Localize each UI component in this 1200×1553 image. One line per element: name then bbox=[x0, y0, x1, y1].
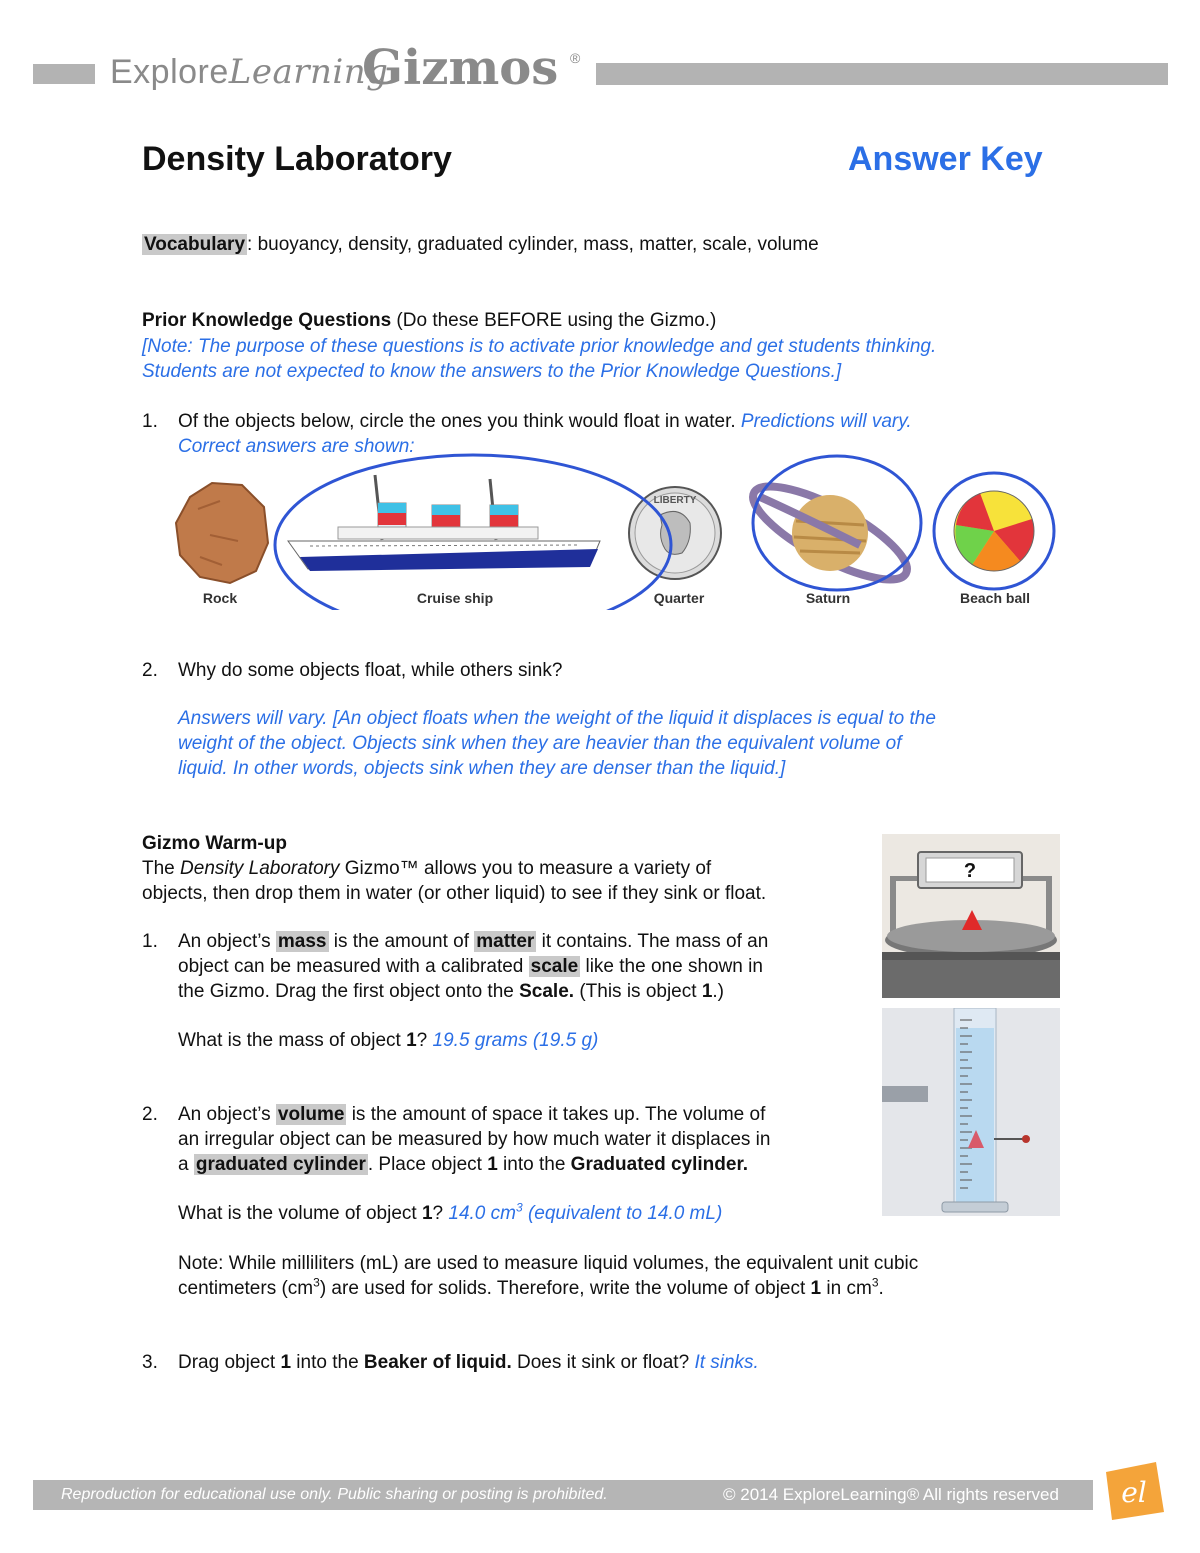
vocabulary-line bbox=[142, 232, 819, 257]
scale-image bbox=[882, 834, 1060, 998]
warmup-heading: Gizmo Warm-up bbox=[142, 833, 287, 854]
objects-figure bbox=[160, 445, 1060, 610]
footer-bar bbox=[33, 1480, 1093, 1510]
wu-q2-line1: An object’s volume is the amount of space it takes up. The volume of bbox=[178, 1104, 766, 1125]
warmup-intro-2: objects, then drop them in water (or other liquid) to see if they sink or float. bbox=[142, 883, 767, 904]
registered-mark: ® bbox=[570, 50, 581, 66]
wu-q1-line1: An object’s mass is the amount of matter it contains. The mass of an bbox=[178, 931, 769, 952]
wu-q1-line3: the Gizmo. Drag the first object onto the Scale. (This is object 1.) bbox=[178, 981, 724, 1002]
footer-copyright: © 2014 ExploreLearning® All rights reserved bbox=[723, 1485, 1059, 1504]
header-bar-right bbox=[596, 63, 1168, 85]
pk-q1-text: Of the objects below, circle the ones you think would float in water. Predictions will vary. bbox=[178, 411, 912, 432]
pk-q2-answer-3: liquid. In other words, objects sink when they are denser than the liquid.] bbox=[178, 758, 786, 779]
pk-q1-number: 1. bbox=[142, 411, 158, 432]
caption-quarter: Quarter bbox=[653, 590, 705, 606]
vocabulary-terms: : buoyancy, density, graduated cylinder, mass, matter, scale, volume bbox=[247, 234, 819, 255]
wu-q2-line2: an irregular object can be measured by how much water it displaces in bbox=[178, 1129, 771, 1150]
wu-q1-answer: 19.5 grams (19.5 g) bbox=[432, 1030, 599, 1051]
wu-q2-question: What is the volume of object 1? 14.0 cm$^3$ (equivalent to 14.0 mL) bbox=[178, 1200, 723, 1224]
caption-saturn: Saturn bbox=[805, 590, 851, 606]
footer-notice: Reproduction for educational use only. Public sharing or posting is prohibited. bbox=[61, 1486, 608, 1503]
rock-image bbox=[176, 483, 268, 583]
pk-q1-answer: Correct answers are shown: bbox=[178, 436, 415, 457]
caption-cruise-ship: Cruise ship bbox=[416, 590, 494, 606]
page-title: Density Laboratory bbox=[142, 140, 452, 178]
quarter-text: LIBERTY bbox=[653, 495, 697, 506]
answer-key-label: Answer Key bbox=[848, 140, 1043, 178]
wu-q1-line2: object can be measured with a calibrated scale like the one shown in bbox=[178, 956, 763, 977]
brand-logo-text: ExploreLearning bbox=[110, 52, 389, 92]
prior-knowledge-note-1: [Note: The purpose of these questions is to activate prior knowledge and get students thinking. bbox=[142, 336, 937, 357]
saturn-image bbox=[742, 470, 918, 597]
pk-q2-answer-2: weight of the object. Objects sink when they are heavier than the equivalent volume of bbox=[178, 733, 902, 754]
prior-knowledge-heading: Prior Knowledge Questions (Do these BEFORE using the Gizmo.) bbox=[142, 310, 717, 331]
wu-q2-note-1: Note: While milliliters (mL) are used to measure liquid volumes, the equivalent unit cubic bbox=[178, 1253, 919, 1274]
vocabulary-label: Vocabulary bbox=[144, 234, 246, 255]
pk-q2-answer-1: Answers will vary. [An object floats when the weight of the liquid it displaces is equal to the bbox=[178, 708, 936, 729]
wu-q2-answer: 14.0 cm$^3$ (equivalent to 14.0 mL) bbox=[448, 1200, 723, 1224]
wu-q3-answer: It sinks. bbox=[694, 1352, 759, 1373]
wu-q1-number: 1. bbox=[142, 931, 158, 952]
wu-q3-number: 3. bbox=[142, 1352, 158, 1373]
caption-rock: Rock bbox=[202, 590, 238, 606]
pk-q2-text: Why do some objects float, while others sink? bbox=[178, 660, 563, 681]
header-bar-left bbox=[33, 64, 95, 84]
wu-q2-line3: a graduated cylinder . Place object 1 into the Graduated cylinder. bbox=[178, 1154, 749, 1175]
wu-q2-note-2: centimeters (cm$^3$) are used for solids. Therefore, write the volume of object 1 in cm$^3$. bbox=[178, 1275, 884, 1299]
pk-q2-number: 2. bbox=[142, 660, 158, 681]
prior-knowledge-note-2: Students are not expected to know the answers to the Prior Knowledge Questions.] bbox=[142, 361, 842, 382]
explorelearning-logo bbox=[1098, 1458, 1168, 1522]
brand-gizmos: Gizmos bbox=[362, 40, 559, 96]
wu-q3-text: Drag object 1 into the Beaker of liquid. Does it sink or float? It sinks. bbox=[178, 1352, 759, 1373]
logo-mark: el bbox=[1121, 1476, 1147, 1509]
graduated-cylinder-image bbox=[882, 1008, 1060, 1216]
caption-beach-ball: Beach ball bbox=[959, 590, 1031, 606]
wu-q2-number: 2. bbox=[142, 1104, 158, 1125]
quarter-image bbox=[629, 487, 721, 579]
wu-q1-question: What is the mass of object 1? 19.5 grams (19.5 g) bbox=[178, 1030, 599, 1051]
warmup-intro-1: The Density Laboratory Gizmo™ allows you to measure a variety of bbox=[142, 858, 712, 879]
scale-display: ? bbox=[963, 860, 977, 882]
cruise-ship-image bbox=[288, 475, 600, 571]
beach-ball-image bbox=[954, 491, 1034, 571]
